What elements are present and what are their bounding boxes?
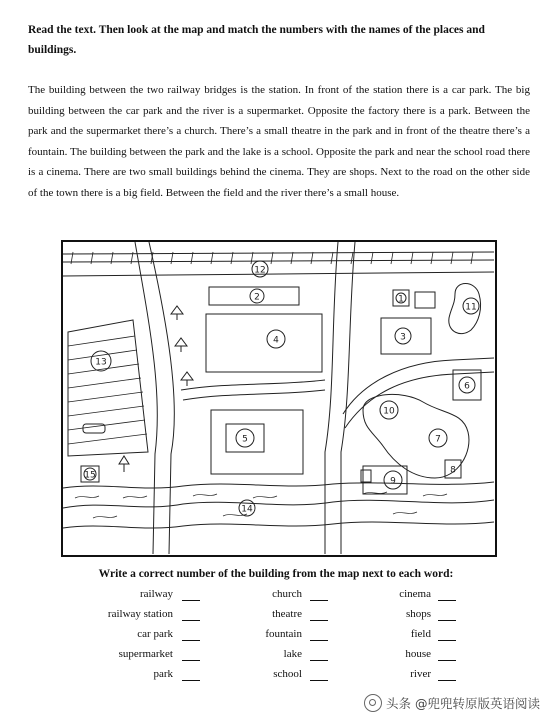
answer-blank-cinema[interactable] <box>438 590 456 601</box>
map-label-3: 3 <box>400 332 406 343</box>
answer-blank-river[interactable] <box>438 670 456 681</box>
answer-blank-theatre[interactable] <box>310 610 328 621</box>
word-park: park <box>153 668 173 680</box>
map-label-13: 13 <box>95 357 107 368</box>
map-label-5: 5 <box>242 434 248 445</box>
word-car-park: car park <box>137 628 173 640</box>
answer-blank-field[interactable] <box>438 630 456 641</box>
word-fountain: fountain <box>265 628 302 640</box>
answer-blank-church[interactable] <box>310 590 328 601</box>
watermark-text: 头条 @兜兜转原版英语阅读 <box>386 696 540 711</box>
answer-blank-car-park[interactable] <box>182 630 200 641</box>
map-label-14: 14 <box>241 504 253 515</box>
answer-blank-supermarket[interactable] <box>182 650 200 661</box>
word-field: field <box>410 628 431 640</box>
answer-blank-shops[interactable] <box>438 610 456 621</box>
word-house: house <box>405 648 431 660</box>
word-railway-station: railway station <box>107 608 173 620</box>
word-river: river <box>410 668 431 680</box>
map-label-11: 11 <box>465 302 477 313</box>
answer-blank-house[interactable] <box>438 650 456 661</box>
matching-instruction: Write a correct number of the building from the map next to each word: <box>98 568 454 580</box>
map-label-7: 7 <box>435 434 441 445</box>
map-label-1: 1 <box>398 294 404 305</box>
map-number-labels <box>84 261 479 516</box>
word-cinema: cinema <box>399 588 431 600</box>
reading-passage: The building between the two railway bridges is the station. In front of the station there is a car park. The big building between the car park and the river is a supermarket. Opposite the factory there is a park. Between the park and the supermarket there’s a church. There’s a small theatre in the park and in front of the theatre there’s a fountain. The building between the park and the lake is a school. Opposite the park and near the school road there is a cinema. There are two small buildings behind the cinema. They are shops. Next to the road on the other side of the town there is a big field. Between the field and the river there’s a small house. <box>28 84 530 199</box>
map-drawing <box>63 242 494 554</box>
answer-blank-railway-station[interactable] <box>182 610 200 621</box>
map-label-2: 2 <box>254 292 260 303</box>
word-church: church <box>272 588 302 600</box>
word-lake: lake <box>283 648 302 660</box>
answer-blank-school[interactable] <box>310 670 328 681</box>
map-label-15: 15 <box>84 470 96 481</box>
word-supermarket: supermarket <box>118 648 173 660</box>
answer-blank-fountain[interactable] <box>310 630 328 641</box>
watermark <box>364 694 540 712</box>
answer-blank-lake[interactable] <box>310 650 328 661</box>
word-railway: railway <box>140 588 173 600</box>
word-shops: shops <box>405 608 431 620</box>
map-label-4: 4 <box>273 335 279 346</box>
map-label-9: 9 <box>390 476 396 487</box>
map-label-8: 8 <box>450 465 456 476</box>
town-map <box>61 240 497 557</box>
map-label-6: 6 <box>464 381 470 392</box>
map-label-10: 10 <box>383 406 395 417</box>
map-label-12: 12 <box>254 265 266 276</box>
answer-blank-park[interactable] <box>182 670 200 681</box>
exercise-heading: Read the text. Then look at the map and match the numbers with the names of the places and buildings. <box>28 24 485 56</box>
watermark-logo-icon <box>364 694 382 712</box>
answer-blank-railway[interactable] <box>182 590 200 601</box>
word-theatre: theatre <box>272 608 302 620</box>
word-school: school <box>273 668 302 680</box>
